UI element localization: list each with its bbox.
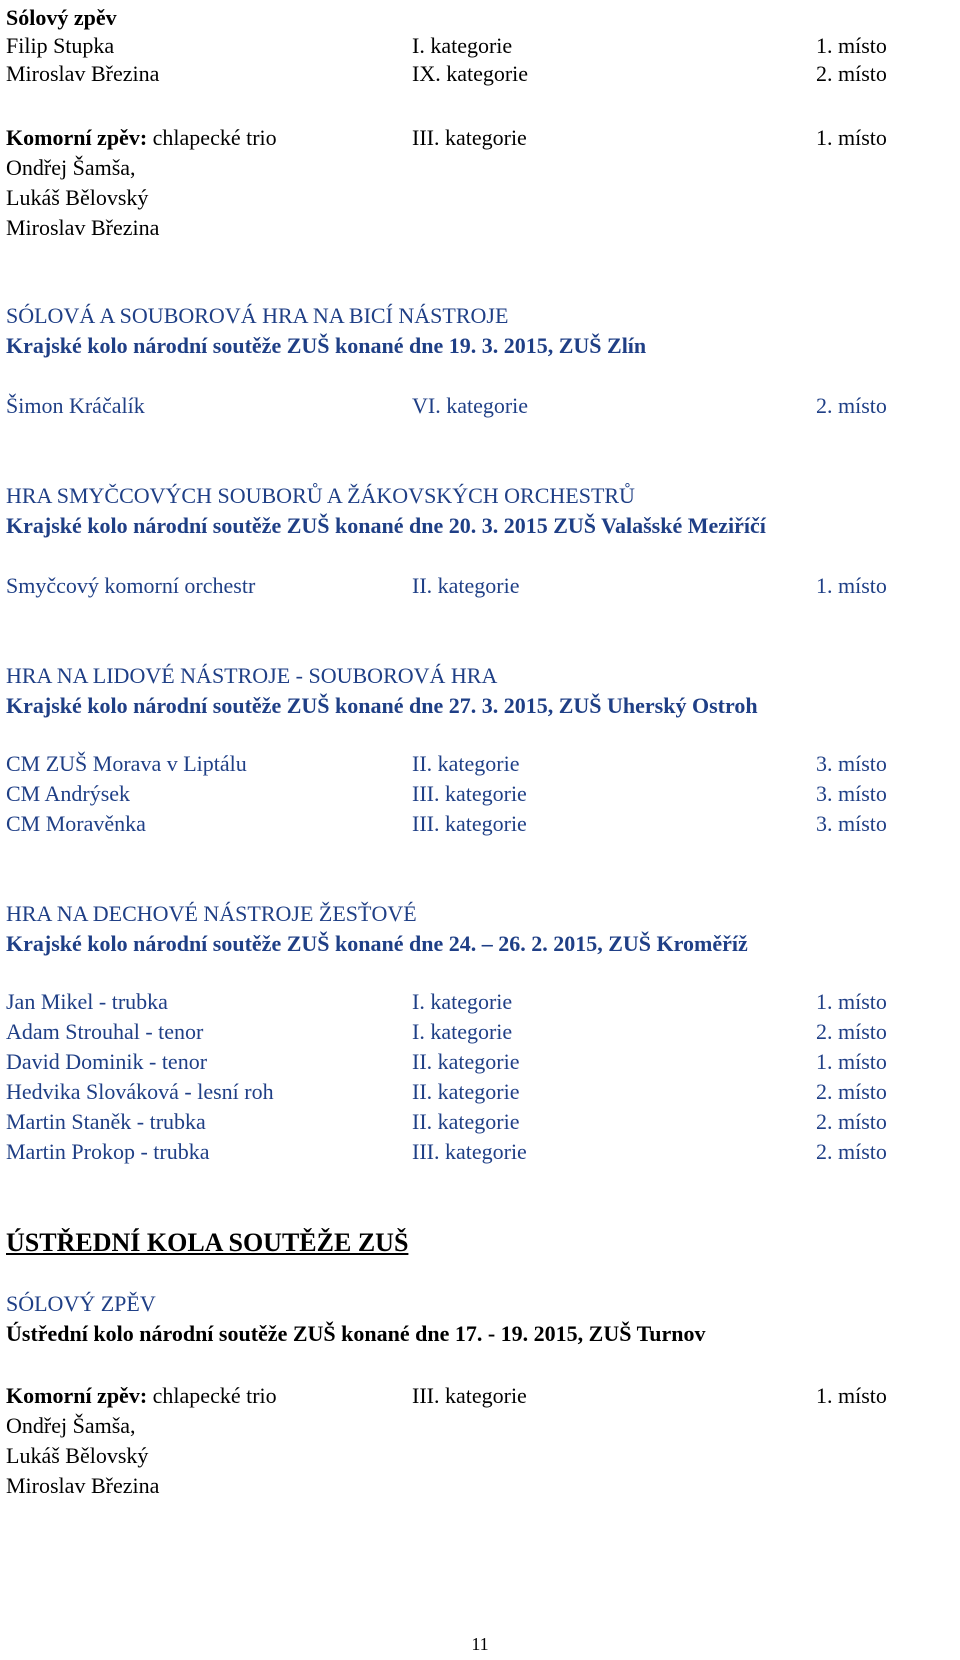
ensemble-type: chlapecké trio	[147, 1383, 277, 1408]
category: II. kategorie	[412, 1079, 520, 1104]
contestant-name: Šimon Kráčalík	[6, 393, 145, 418]
contestant-name: Miroslav Březina	[6, 61, 160, 86]
category: II. kategorie	[412, 1109, 520, 1134]
contestant-name: Adam Strouhal - tenor	[6, 1019, 204, 1044]
member-name: Miroslav Březina	[6, 1473, 160, 1498]
contestant-name: Jan Mikel - trubka	[6, 989, 168, 1014]
category: IX. kategorie	[412, 61, 529, 86]
category: II. kategorie	[412, 751, 520, 776]
contestant-name: David Dominik - tenor	[6, 1049, 208, 1074]
place: 2. místo	[816, 1079, 887, 1104]
ensemble-description	[6, 124, 277, 152]
contestant-name: Smyčcový komorní orchestr	[6, 573, 256, 598]
place: 1. místo	[816, 573, 887, 598]
contestant-name: Martin Staněk - trubka	[6, 1109, 206, 1134]
contestant-name: Martin Prokop - trubka	[6, 1139, 210, 1164]
category: III. kategorie	[412, 1139, 527, 1164]
contestant-name: Hedvika Slováková - lesní roh	[6, 1079, 274, 1104]
section-title: HRA NA LIDOVÉ NÁSTROJE - SOUBOROVÁ HRA	[6, 663, 498, 688]
section-subtitle: Krajské kolo národní soutěže ZUŠ konané dne 20. 3. 2015 ZUŠ Valašské Meziříčí	[6, 513, 766, 538]
place: 1. místo	[816, 1383, 887, 1408]
category: III. kategorie	[412, 125, 527, 150]
contestant-name: CM Moravěnka	[6, 811, 146, 836]
contestant-name: Filip Stupka	[6, 33, 115, 58]
category: II. kategorie	[412, 573, 520, 598]
page-number: 11	[471, 1634, 489, 1654]
category: I. kategorie	[412, 989, 513, 1014]
contestant-name: CM ZUŠ Morava v Liptálu	[6, 751, 247, 776]
ensemble-type: chlapecké trio	[147, 125, 277, 150]
category: II. kategorie	[412, 1049, 520, 1074]
category: I. kategorie	[412, 1019, 513, 1044]
section-title: SÓLOVÁ A SOUBOROVÁ HRA NA BICÍ NÁSTROJE	[6, 303, 509, 328]
contestant-name: CM Andrýsek	[6, 781, 131, 806]
place: 2. místo	[816, 1019, 887, 1044]
section-title: SÓLOVÝ ZPĚV	[6, 1291, 156, 1316]
section-title: HRA NA DECHOVÉ NÁSTROJE ŽESŤOVÉ	[6, 901, 417, 926]
section-title: HRA SMYČCOVÝCH SOUBORŮ A ŽÁKOVSKÝCH ORCHESTRŮ	[6, 483, 635, 508]
place: 2. místo	[816, 61, 887, 86]
member-name: Lukáš Bělovský	[6, 1443, 149, 1468]
ensemble-label: Komorní zpěv:	[6, 1383, 148, 1408]
category: III. kategorie	[412, 811, 527, 836]
section-subtitle: Krajské kolo národní soutěže ZUŠ konané dne 19. 3. 2015, ZUŠ Zlín	[6, 333, 647, 358]
section-subtitle: Ústřední kolo národní soutěže ZUŠ konané dne 17. - 19. 2015, ZUŠ Turnov	[6, 1321, 706, 1346]
category: VI. kategorie	[412, 393, 529, 418]
place: 2. místo	[816, 1139, 887, 1164]
section-subtitle: Krajské kolo národní soutěže ZUŠ konané dne 24. – 26. 2. 2015, ZUŠ Kroměříž	[6, 931, 748, 956]
ensemble-label: Komorní zpěv:	[6, 125, 148, 150]
member-name: Ondřej Šamša,	[6, 155, 136, 180]
ensemble-description	[6, 1382, 277, 1410]
category: I. kategorie	[412, 33, 513, 58]
section-subtitle: Krajské kolo národní soutěže ZUŠ konané dne 27. 3. 2015, ZUŠ Uherský Ostroh	[6, 693, 758, 718]
category: III. kategorie	[412, 781, 527, 806]
section-heading: Sólový zpěv	[6, 5, 117, 30]
place: 3. místo	[816, 751, 887, 776]
place: 2. místo	[816, 393, 887, 418]
place: 3. místo	[816, 811, 887, 836]
main-section-title: ÚSTŘEDNÍ KOLA SOUTĚŽE ZUŠ	[6, 1228, 409, 1257]
place: 1. místo	[816, 125, 887, 150]
place: 1. místo	[816, 33, 887, 58]
place: 1. místo	[816, 989, 887, 1014]
place: 2. místo	[816, 1109, 887, 1134]
place: 3. místo	[816, 781, 887, 806]
place: 1. místo	[816, 1049, 887, 1074]
member-name: Ondřej Šamša,	[6, 1413, 136, 1438]
category: III. kategorie	[412, 1383, 527, 1408]
member-name: Lukáš Bělovský	[6, 185, 149, 210]
member-name: Miroslav Březina	[6, 215, 160, 240]
